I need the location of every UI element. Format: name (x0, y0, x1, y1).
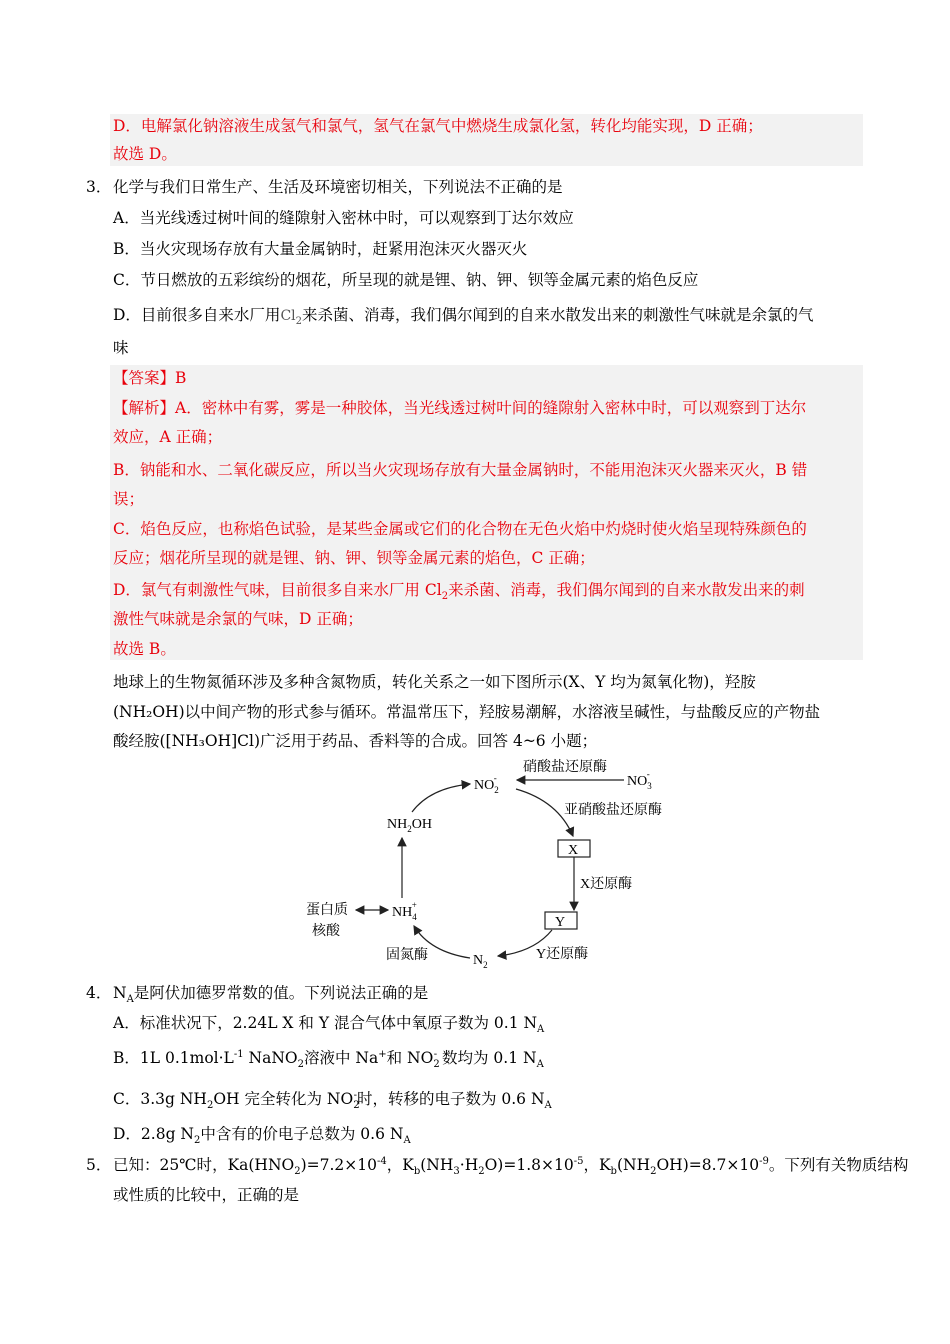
svg-text:NH4+: $NH_4+$ (392, 900, 417, 922)
q5-number: 5． (86, 1156, 112, 1174)
svg-text:NH2OH: $NH_2OH$ (387, 817, 432, 834)
q4-option-a: A．标准状况下，2.24L X 和 Y 混合气体中氧原子数为 0.1 $N_A$ (113, 1014, 545, 1036)
q3-answer: 【答案】B (113, 369, 187, 387)
q4-stem: $N_A$是阿伏加德罗常数的值。下列说法正确的是 (113, 984, 429, 1006)
svg-text:NO3-: $NO_3-$ (627, 769, 652, 791)
n2-label (473, 953, 488, 970)
protein-label: 蛋白质 (306, 903, 348, 918)
prev-answer-d: D．电解氯化钠溶液生成氢气和氯气，氢气在氯气中燃烧生成氯化氢，转化均能实现，D 正确； (113, 117, 763, 135)
no3-label (627, 769, 652, 791)
q3-option-b: B．当火灾现场存放有大量金属钠时，赶紧用泡沫灭火器灭火 (113, 240, 528, 258)
intro-line-1: 地球上的生物氮循环涉及多种含氮物质，转化关系之一如下图所示(X、Y 均为氮氧化物)，羟胺 (113, 673, 756, 691)
q3-analysis-a1: 【解析】A．密林中有雾，雾是一种胶体，当光线透过树叶间的缝隙射入密林中时，可以观察到丁达尔 (113, 399, 807, 417)
q3-analysis-d1: D．氯气有刺激性气味，目前很多自来水厂用 $Cl_2$来杀菌、消毒，我们偶尔闻到的自来水散发出来的刺 (113, 581, 805, 603)
q3-analysis-c1: C．焰色反应，也称焰色试验，是某些金属或它们的化合物在无色火焰中灼烧时使火焰呈现特殊颜色的 (113, 520, 807, 538)
svg-text:N2: $N_2$ (473, 953, 488, 970)
q5-stem: 已知：25℃时，$Ka(HNO_2)=7.2\times 10^{-4}$，$K_b(NH_3\cdot H_2O)=1.8\times 10^{-5}$，$K_b(NH_2OH)=8.7\times 10^{-9}$。下列有关物质结构 (113, 1155, 909, 1178)
nh2oh-label (387, 817, 432, 834)
nh2oh-to-no2-arrow (412, 784, 470, 812)
q3-analysis-c2: 反应；烟花所呈现的就是锂、钠、钾、钡等金属元素的焰色，C 正确； (113, 549, 595, 567)
prev-answer-conclusion: 故选 D。 (113, 145, 177, 163)
q5-stem-cont: 或性质的比较中，正确的是 (113, 1186, 300, 1204)
nitrogenase-label: 固氮酶 (386, 948, 428, 963)
x-box-label: X (568, 843, 579, 858)
q3-number: 3． (86, 178, 112, 196)
q3-option-d-cont: 味 (113, 339, 129, 357)
q3-analysis-a2: 效应，A 正确； (113, 428, 223, 446)
q3-option-c: C．节日燃放的五彩缤纷的烟花，所呈现的就是锂、钠、钾、钡等金属元素的焰色反应 (113, 271, 699, 289)
nitrate-reductase-label: 硝酸盐还原酶 (523, 760, 607, 775)
y-box-label: Y (555, 915, 566, 930)
q3-analysis-b1: B．钠能和水、二氧化碳反应，所以当火灾现场存放有大量金属钠时，不能用泡沫灭火器来灭火，B 错 (113, 461, 808, 479)
q3-analysis-d2: 激性气味就是余氯的气味，D 正确； (113, 610, 363, 628)
nh4-label (392, 900, 417, 922)
x-reductase-label: X还原酶 (580, 877, 633, 892)
q3-analysis-b2: 误； (113, 490, 145, 508)
svg-text:NO2-: $NO_2-$ (474, 773, 499, 795)
intro-line-3: 酸经胺([NH₃OH]Cl)广泛用于药品、香料等的合成。回答 4~6 小题； (113, 732, 598, 750)
nitrite-reductase-label: 亚硝酸盐还原酶 (564, 803, 662, 818)
q4-number: 4． (86, 984, 112, 1002)
y-reductase-label: Y还原酶 (536, 947, 589, 962)
q3-option-d: D．目前很多自来水厂用$Cl_2$来杀菌、消毒，我们偶尔闻到的自来水散发出来的刺激性气味就是余氯的气 (113, 306, 814, 328)
q3-analysis-conclusion: 故选 B。 (113, 640, 176, 658)
q4-option-b: B．1L $0.1mol\cdot L^{-1}$ NaNO$_2$溶液中 Na+和 $NO_2^-$ 数均为 0.1 $N_A$ (113, 1048, 544, 1071)
nitrogen-cycle-diagram (290, 756, 680, 976)
q3-stem: 化学与我们日常生产、生活及环境密切相关，下列说法不正确的是 (113, 178, 563, 196)
nucleic-acid-label: 核酸 (312, 924, 340, 939)
q4-option-d: D．2.8g $N_2$中含有的价电子总数为 0.6 $N_A$ (113, 1125, 411, 1147)
intro-line-2: (NH₂OH)以中间产物的形式参与循环。常温常压下，羟胺易潮解，水溶液呈碱性，与盐酸反应的产物盐 (113, 703, 821, 721)
no2-label (474, 773, 499, 795)
q3-option-a: A．当光线透过树叶间的缝隙射入密林中时，可以观察到丁达尔效应 (113, 209, 574, 227)
q4-option-c: C．3.3g $NH_2OH$ 完全转化为 $NO_2^-$时，转移的电子数为 0.6 $N_A$ (113, 1089, 552, 1112)
